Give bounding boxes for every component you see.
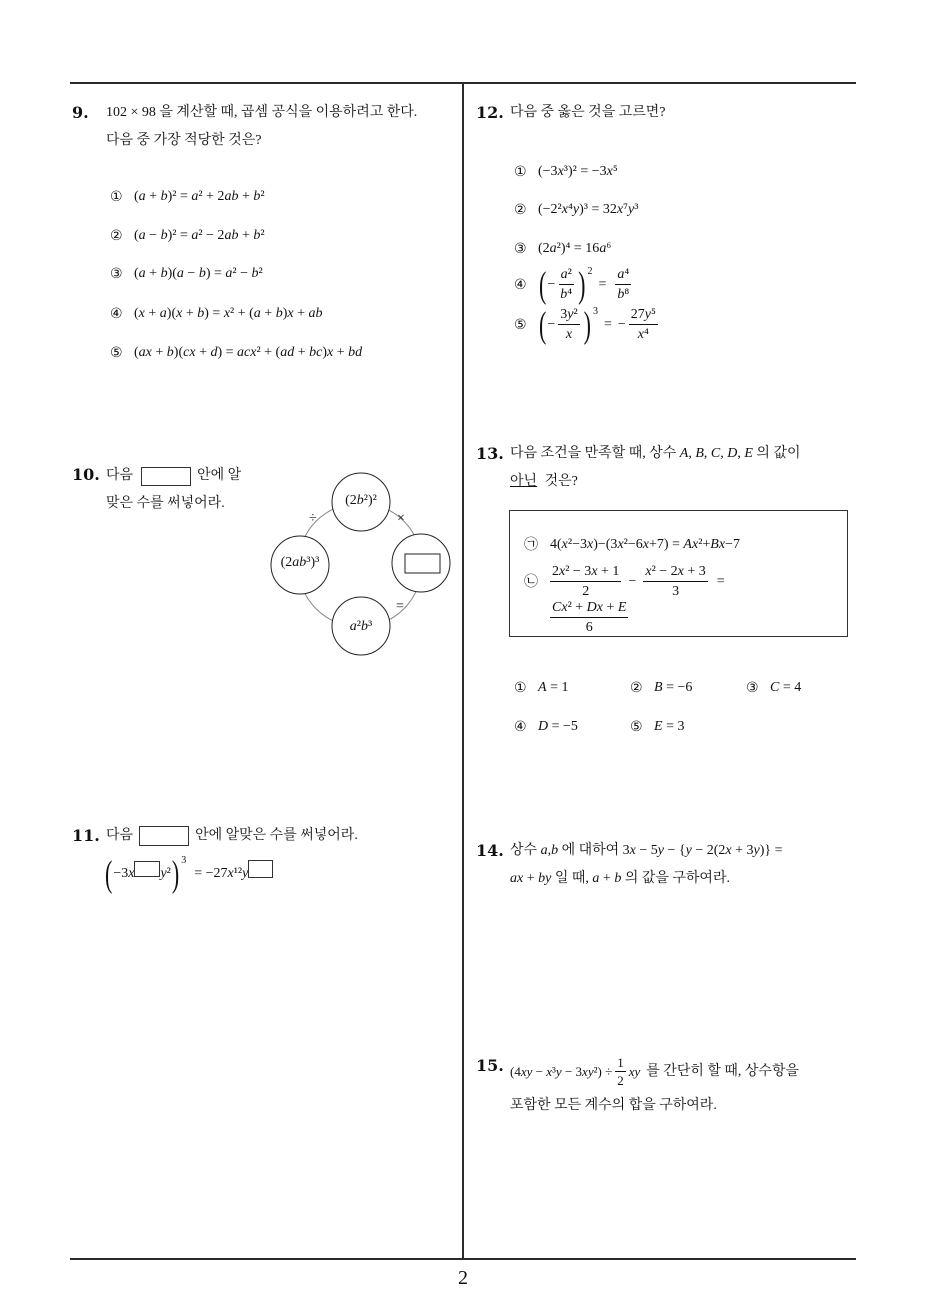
question-number: 14.	[476, 841, 504, 860]
equals-sign: =	[716, 573, 725, 589]
choice-expression: (ax + b)(cx + d) = acx² + (ad + bc)x + bd	[134, 345, 363, 360]
inner-right-term: y²	[160, 866, 171, 881]
choice-2	[110, 227, 265, 245]
choice-expression: (−3x³)² = −3x⁵	[538, 164, 618, 179]
equals-sign: =	[603, 316, 612, 332]
text-after-box: 안에 알맞은 수를 써넣어라.	[195, 828, 358, 843]
close-paren: )	[578, 262, 586, 305]
fraction-one-half	[615, 1055, 626, 1088]
numerator: a⁴	[615, 266, 631, 285]
fraction	[558, 266, 574, 303]
exponent: 3	[592, 306, 598, 317]
inner-left-term: −3x	[113, 866, 135, 881]
choice-marker: ⑤	[110, 345, 123, 361]
question-text-line-1	[106, 466, 241, 486]
choice-2	[514, 201, 638, 219]
denominator: 2	[617, 1073, 624, 1088]
multiply-operator: ×	[397, 511, 405, 526]
question-number: 11.	[72, 826, 100, 845]
question-text-line-2: 포함한 모든 계수의 합을 구하여라.	[510, 1098, 717, 1113]
right-hand-side: = −27x¹²y	[194, 866, 249, 881]
question-text-line-1	[106, 826, 358, 846]
fraction-3	[550, 599, 628, 636]
choice-expression: B = −6	[654, 680, 693, 695]
choice-marker: ①	[514, 680, 527, 696]
answer-box-exponent-y	[248, 860, 273, 878]
question-text-line-2: 다음 중 가장 적당한 것은?	[106, 133, 262, 148]
choice-marker: ③	[746, 680, 759, 696]
choice-expression: A = 1	[538, 680, 569, 695]
answer-box	[139, 826, 189, 846]
condition-2	[524, 563, 731, 600]
question-text: 를 간단히 할 때, 상수항을	[646, 1063, 800, 1079]
answer-box-exponent-x	[134, 861, 160, 877]
question-text-line-2: ax + by 일 때, a + b 의 값을 구하여라.	[510, 871, 730, 886]
choice-5	[630, 718, 684, 736]
question-text-line-2: 맞은 수를 써넣어라.	[106, 496, 225, 511]
answer-box	[405, 554, 440, 573]
column-divider	[462, 82, 464, 1259]
choice-expression: (2a²)⁴ = 16a⁶	[538, 241, 612, 256]
numerator: x² − 2x + 3	[643, 563, 707, 582]
question-number: 13.	[476, 444, 504, 463]
exponent: 2	[587, 266, 593, 277]
open-paren: (	[539, 262, 547, 305]
text-rest: 것은?	[544, 474, 578, 489]
minus-sign: −	[547, 316, 556, 332]
expression-left: (4xy − x³y − 3xy²) ÷	[510, 1063, 613, 1079]
choice-expression: C = 4	[770, 680, 802, 695]
choice-4	[514, 262, 634, 305]
numerator: 3y²	[558, 306, 579, 325]
open-paren: (	[539, 302, 547, 345]
choice-expression: (a + b)² = a² + 2ab + b²	[134, 189, 265, 204]
choice-marker: ②	[514, 202, 527, 218]
choice-marker: ①	[110, 189, 123, 205]
choice-5	[110, 344, 362, 362]
question-number: 9.	[72, 103, 89, 122]
question-text-line-1: 상수 a,b 에 대하여 3x − 5y − {y − 2(2x + 3y)} =	[510, 843, 783, 858]
text-before-box: 다음	[106, 828, 134, 843]
choice-marker: ③	[514, 241, 527, 257]
condition-marker: ㉡	[524, 573, 538, 590]
expression-right: xy	[628, 1063, 641, 1079]
divide-operator: ÷	[309, 511, 317, 526]
choice-marker: ①	[514, 164, 527, 180]
open-paren: (	[105, 851, 113, 895]
minus-sign: −	[617, 316, 626, 332]
denominator: x	[565, 327, 573, 342]
denominator: 6	[585, 620, 593, 635]
numerator: 2x² − 3x + 1	[550, 563, 621, 582]
choice-marker: ④	[514, 719, 527, 735]
choice-2	[630, 679, 692, 697]
equation	[104, 851, 273, 895]
numerator: a²	[559, 266, 574, 285]
outer-exponent: 3	[181, 855, 187, 866]
denominator: x⁴	[637, 327, 649, 342]
top-node-label: (2b²)²	[345, 493, 377, 508]
bottom-rule	[70, 1258, 856, 1260]
answer-box	[141, 467, 191, 486]
close-paren: )	[583, 302, 591, 345]
fraction-2	[643, 563, 707, 600]
numerator: Cx² + Dx + E	[550, 599, 628, 618]
equals-operator: =	[396, 599, 404, 614]
denominator: b⁴	[560, 287, 573, 302]
close-paren: )	[171, 851, 180, 895]
choice-3	[514, 240, 611, 258]
choice-marker: ⑤	[630, 719, 643, 735]
rhs-fraction	[629, 306, 658, 343]
denominator: 2	[582, 584, 590, 599]
question-text-line-1: 다음 조건을 만족할 때, 상수 A, B, C, D, E 의 값이	[510, 446, 801, 461]
question-number: 15.	[476, 1056, 504, 1075]
denominator: 3	[672, 584, 680, 599]
choice-marker: ②	[110, 228, 123, 244]
underlined-word: 아닌	[510, 474, 538, 489]
question-text-line-1	[510, 1055, 799, 1088]
choice-expression: (−2²x⁴y)³ = 32x⁷y³	[538, 202, 639, 217]
numerator: 1	[617, 1055, 624, 1070]
question-text: 다음 중 옳은 것을 고르면?	[510, 105, 666, 120]
choice-expression: (x + a)(x + b) = x² + (a + b)x + ab	[134, 306, 323, 321]
left-node-label: (2ab³)³	[280, 555, 320, 570]
choice-3	[110, 265, 263, 283]
question-number: 10.	[72, 465, 100, 484]
condition-2-result	[547, 599, 631, 636]
rhs-fraction	[615, 266, 631, 303]
choice-marker: ④	[110, 306, 123, 322]
numerator: 27y⁵	[629, 306, 658, 325]
choice-1	[514, 163, 618, 181]
choice-3	[746, 679, 801, 697]
question-number: 12.	[476, 103, 504, 122]
equals-sign: =	[598, 276, 607, 292]
bottom-node-label: a²b³	[349, 619, 373, 634]
choice-5	[514, 302, 661, 345]
choice-1	[110, 188, 265, 206]
choice-marker: ②	[630, 680, 643, 696]
text-before-box: 다음	[106, 468, 134, 483]
choice-1	[514, 679, 568, 697]
choice-marker: ④	[514, 276, 527, 293]
minus-sign: −	[628, 573, 637, 589]
fraction-1	[550, 563, 621, 600]
choice-marker: ③	[110, 266, 123, 282]
condition-expression: 4(x²−3x)−(3x²−6x+7) = Ax²+Bx−7	[550, 537, 740, 552]
question-text-line-2	[510, 473, 578, 491]
choice-marker: ⑤	[514, 316, 527, 333]
choice-4	[514, 718, 578, 736]
page-number: 2	[458, 1267, 468, 1289]
choice-4	[110, 305, 323, 323]
fraction	[558, 306, 579, 343]
choice-expression: D = −5	[538, 719, 578, 734]
text-after-box: 안에 알	[197, 468, 242, 483]
denominator: b⁸	[617, 287, 630, 302]
question-text-line-1: 102 × 98 을 계산할 때, 곱셈 공식을 이용하려고 한다.	[106, 105, 418, 120]
choice-expression: (a − b)² = a² − 2ab + b²	[134, 228, 265, 243]
choice-expression: (a + b)(a − b) = a² − b²	[134, 266, 263, 281]
condition-marker: ㉠	[524, 537, 538, 553]
condition-1	[524, 536, 740, 554]
minus-sign: −	[547, 276, 556, 292]
choice-expression: E = 3	[654, 719, 685, 734]
